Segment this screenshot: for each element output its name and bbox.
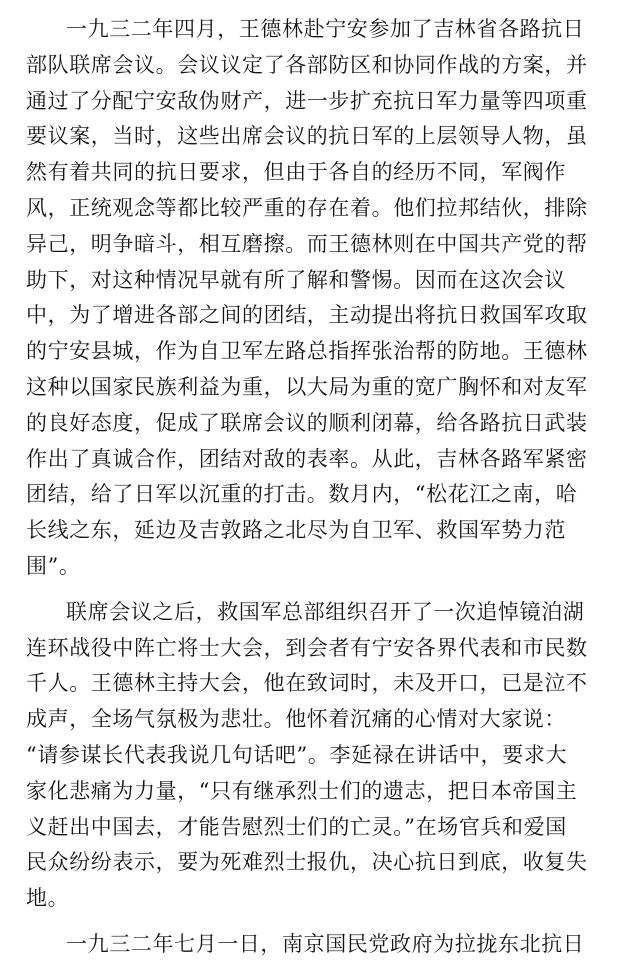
text-line: 的宁安县城，作为自卫军左路总指挥张治帮的防地。王德林 (26, 339, 588, 364)
text-line: 长线之东，延边及吉敦路之北尽为自卫军、救国军势力范 (26, 518, 566, 543)
paragraph-2 (26, 595, 616, 917)
paragraph-gap (26, 585, 616, 595)
text-line: 通过了分配宁安敌伪财产，进一步扩充抗日军力量等四项重 (26, 88, 588, 113)
text-line: 民众纷纷表示，要为死难烈士报仇，决心抗日到底，收复失 (26, 850, 588, 875)
body-text (26, 12, 616, 963)
text-line: 家化悲痛为力量，“只有继承烈士们的遗志，把日本帝国主 (26, 778, 578, 803)
paragraph-3 (26, 927, 616, 963)
text-line: 然有着共同的抗日要求，但由于各自的经历不同，军阀作 (26, 160, 566, 185)
text-line: 团结，给了日军以沉重的打击。数月内，“松花江之南，哈 (26, 482, 578, 507)
text-line: 连环战役中阵亡将士大会，到会者有宁安各界代表和市民数 (26, 635, 588, 660)
text-line: 作出了真诚合作，团结对敌的表率。从此，吉林各路军紧密 (26, 446, 588, 471)
text-line: 一九三二年七月一日，南京国民党政府为拉拢东北抗日 (66, 931, 585, 956)
text-line: “请参谋长代表我说几句话吧”。李延禄在讲话中，要求大 (26, 742, 568, 767)
text-line: 异己，明争暗斗，相互磨擦。而王德林则在中国共产党的帮 (26, 231, 588, 256)
paragraph-gap (26, 917, 616, 927)
text-line: 助下，对这种情况早就有所了解和警惕。因而在这次会议 (26, 267, 566, 292)
text-line: 一九三二年四月，王德林赴宁安参加了吉林省各路抗日 (66, 17, 585, 41)
text-line: 围”。 (26, 553, 81, 578)
paragraph-1 (26, 12, 616, 585)
text-line: 联席会议之后，救国军总部组织召开了一次追悼镜泊湖 (66, 599, 585, 624)
text-line: 地。 (26, 886, 70, 911)
text-line: 风，正统观念等都比较严重的存在着。他们拉邦结伙，排除 (26, 195, 588, 220)
text-line: 中，为了增进各部之间的团结，主动提出将抗日救国军攻取 (26, 303, 588, 328)
text-line: 成声，全场气氛极为悲壮。他怀着沉痛的心情对大家说： (26, 707, 566, 732)
text-line: 要议案，当时，这些出席会议的抗日军的上层领导人物，虽 (26, 124, 588, 149)
text-line: 千人。王德林主持大会，他在致词时，未及开口，已是泣不 (26, 671, 588, 696)
text-line: 的良好态度，促成了联席会议的顺利闭幕，给各路抗日武装 (26, 410, 588, 435)
text-line: 义赶出中国去，才能告慰烈士们的亡灵。”在场官兵和爱国 (26, 814, 567, 839)
text-line: 部队联席会议。会议议定了各部防区和协同作战的方案，并 (26, 52, 588, 77)
text-line: 这种以国家民族利益为重，以大局为重的宽广胸怀和对友军 (26, 374, 588, 399)
